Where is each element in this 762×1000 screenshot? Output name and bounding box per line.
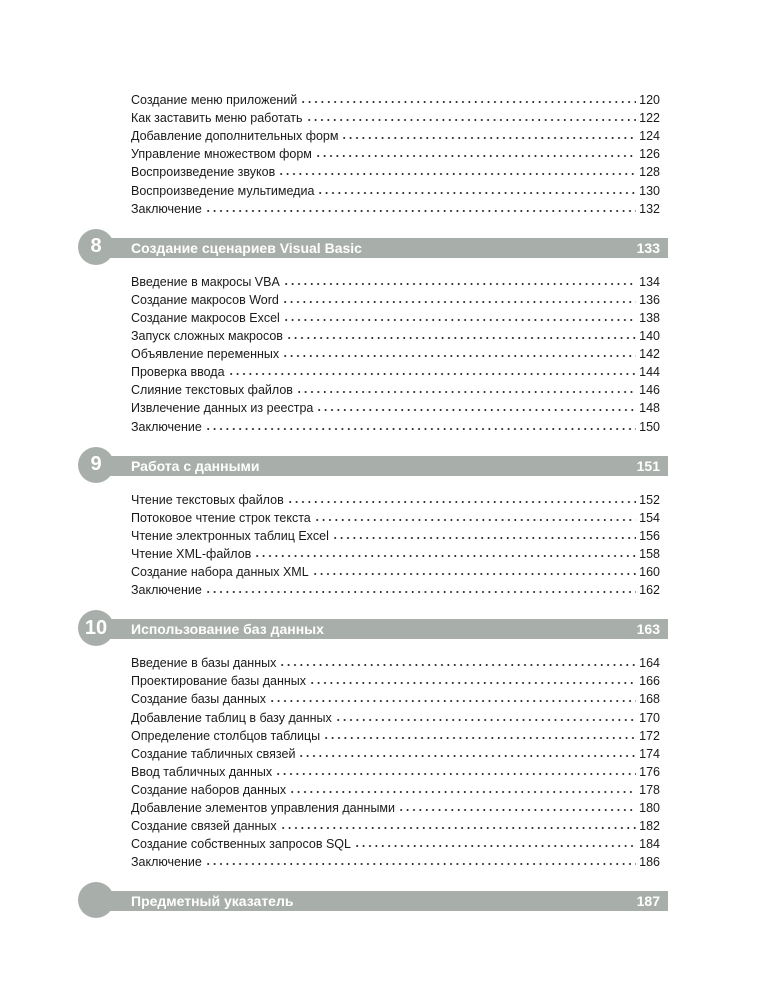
dot-leader bbox=[317, 187, 636, 195]
toc-entry bbox=[131, 309, 660, 327]
toc-entry-page: 178 bbox=[639, 782, 660, 797]
toc-entry-title: Чтение текстовых файлов bbox=[131, 492, 284, 507]
chapter-title: Работа с данными bbox=[131, 457, 260, 474]
toc-entry-page: 128 bbox=[639, 165, 660, 180]
dot-leader bbox=[312, 568, 636, 576]
toc-entry-title: Извлечение данных из реестра bbox=[131, 401, 314, 416]
toc-entry-title: Добавление таблиц в базу данных bbox=[131, 710, 332, 725]
dot-leader bbox=[335, 714, 636, 722]
toc-entry bbox=[131, 509, 660, 527]
toc-entry bbox=[131, 345, 660, 363]
chapter-title: Создание сценариев Visual Basic bbox=[131, 239, 362, 256]
dot-leader bbox=[298, 750, 636, 758]
toc-entry bbox=[131, 835, 660, 853]
toc-entry-page: 174 bbox=[639, 746, 660, 761]
chapter-number-badge bbox=[78, 882, 114, 918]
toc-entry bbox=[131, 127, 660, 145]
toc-entry-page: 132 bbox=[639, 201, 660, 216]
toc-entry-title: Воспроизведение мультимедиа bbox=[131, 183, 315, 198]
toc-entry-page: 126 bbox=[639, 147, 660, 162]
toc-entry-title: Заключение bbox=[131, 583, 202, 598]
toc-entry-page: 134 bbox=[639, 274, 660, 289]
toc-entry-page: 136 bbox=[639, 292, 660, 307]
toc-entry bbox=[131, 145, 660, 163]
toc-entry-title: Управление множеством форм bbox=[131, 147, 312, 162]
toc-entry bbox=[131, 853, 660, 871]
toc-entry bbox=[131, 799, 660, 817]
toc-entry-page: 140 bbox=[639, 329, 660, 343]
dot-leader bbox=[205, 205, 636, 213]
toc-entry-title: Проектирование базы данных bbox=[131, 674, 306, 689]
toc-entry-page: 158 bbox=[639, 546, 660, 561]
chapter-heading bbox=[78, 447, 668, 483]
toc-entry-title: Заключение bbox=[131, 201, 202, 216]
toc-entry-title: Создание набора данных XML bbox=[131, 565, 309, 579]
toc-entry bbox=[131, 363, 660, 381]
toc-entry-title: Чтение XML-файлов bbox=[131, 546, 252, 561]
toc-entry-page: 168 bbox=[639, 692, 660, 707]
chapter-heading bbox=[78, 610, 668, 646]
toc-entry bbox=[131, 727, 660, 745]
toc-entry-title: Создание табличных связей bbox=[131, 746, 296, 761]
dot-leader bbox=[228, 368, 637, 376]
dot-leader bbox=[306, 114, 637, 122]
dot-leader bbox=[279, 659, 636, 667]
toc-entry bbox=[131, 399, 660, 417]
toc-entry-title: Как заставить меню работать bbox=[131, 111, 303, 126]
toc-entry-title: Создание меню приложений bbox=[131, 93, 298, 107]
toc-entry-page: 176 bbox=[639, 764, 660, 779]
dot-leader bbox=[332, 532, 636, 540]
chapter-title: Использование баз данных bbox=[131, 621, 324, 638]
toc-entry bbox=[131, 817, 660, 835]
toc-entry-page: 162 bbox=[639, 583, 660, 598]
toc-entry bbox=[131, 672, 660, 690]
chapter-heading bbox=[78, 882, 668, 918]
chapter-page-number: 133 bbox=[636, 239, 660, 256]
toc-entry bbox=[131, 545, 660, 563]
toc-entry-title: Создание макросов Excel bbox=[131, 310, 280, 325]
toc-entry-page: 166 bbox=[639, 674, 660, 689]
toc-entry-title: Ввод табличных данных bbox=[131, 764, 273, 779]
chapter-heading bbox=[78, 229, 668, 265]
toc-entry bbox=[131, 327, 660, 345]
toc-entry-title: Чтение электронных таблиц Excel bbox=[131, 528, 329, 543]
toc-entry-title: Заключение bbox=[131, 855, 202, 870]
toc-entry-title: Объявление переменных bbox=[131, 347, 280, 362]
toc-entry-title: Слияние текстовых файлов bbox=[131, 383, 293, 398]
dot-leader bbox=[205, 586, 636, 594]
dot-leader bbox=[286, 332, 636, 340]
toc-entry bbox=[131, 690, 660, 708]
dot-leader bbox=[309, 677, 636, 685]
toc-entry-title: Создание связей данных bbox=[131, 819, 277, 834]
toc-entry-page: 154 bbox=[639, 510, 660, 525]
dot-leader bbox=[289, 786, 636, 794]
toc-entry-page: 164 bbox=[639, 656, 660, 671]
toc-entry-page: 124 bbox=[639, 129, 660, 144]
toc-entry-title: Добавление элементов управления данными bbox=[131, 801, 396, 815]
toc-entry bbox=[131, 491, 660, 509]
toc-entry-page: 148 bbox=[639, 401, 660, 416]
toc-entry-page: 150 bbox=[639, 419, 660, 434]
toc-entry bbox=[131, 563, 660, 581]
dot-leader bbox=[315, 150, 636, 158]
toc-entry bbox=[131, 182, 660, 200]
toc-entry bbox=[131, 581, 660, 599]
dot-leader bbox=[205, 423, 636, 431]
dot-leader bbox=[354, 840, 636, 848]
toc-entry-title: Создание наборов данных bbox=[131, 782, 287, 797]
toc-entry-title: Введение в макросы VBA bbox=[131, 274, 280, 289]
toc-entry bbox=[131, 381, 660, 399]
toc-entry bbox=[131, 163, 660, 181]
toc-entry-title: Введение в базы данных bbox=[131, 656, 277, 671]
toc-entry-title: Воспроизведение звуков bbox=[131, 165, 276, 180]
dot-leader bbox=[205, 858, 636, 866]
toc-entry bbox=[131, 781, 660, 799]
toc-entry-page: 152 bbox=[639, 492, 660, 507]
toc-entry-title: Проверка ввода bbox=[131, 365, 225, 380]
chapter-number-badge: 9 bbox=[78, 447, 114, 483]
dot-leader bbox=[269, 695, 636, 703]
toc-entry-page: 182 bbox=[639, 819, 660, 834]
toc-entry-page: 146 bbox=[639, 383, 660, 398]
dot-leader bbox=[398, 804, 636, 812]
dot-leader bbox=[278, 168, 636, 176]
toc-entry-page: 142 bbox=[639, 347, 660, 362]
toc-entry-page: 138 bbox=[639, 310, 660, 325]
dot-leader bbox=[296, 386, 636, 394]
dot-leader bbox=[275, 768, 636, 776]
dot-leader bbox=[287, 496, 636, 504]
dot-leader bbox=[341, 132, 636, 140]
toc-entry bbox=[131, 709, 660, 727]
chapter-number-badge: 10 bbox=[78, 610, 114, 646]
toc-entry-title: Создание макросов Word bbox=[131, 292, 279, 307]
toc-entry-page: 156 bbox=[639, 528, 660, 543]
toc-entry bbox=[131, 273, 660, 291]
toc-entry-title: Создание базы данных bbox=[131, 692, 267, 707]
dot-leader bbox=[282, 350, 636, 358]
toc-entry bbox=[131, 527, 660, 545]
toc-entry-title: Запуск сложных макросов bbox=[131, 329, 283, 343]
toc-entry-page: 120 bbox=[639, 93, 660, 107]
dot-leader bbox=[323, 732, 636, 740]
toc-entry-page: 172 bbox=[639, 728, 660, 743]
toc-entry bbox=[131, 745, 660, 763]
toc-entry bbox=[131, 654, 660, 672]
toc-entry-title: Создание собственных запросов SQL bbox=[131, 837, 351, 852]
toc-entry bbox=[131, 200, 660, 218]
toc-entry-page: 122 bbox=[639, 111, 660, 126]
toc-entry bbox=[131, 763, 660, 781]
dot-leader bbox=[314, 514, 636, 522]
toc-entry-title: Добавление дополнительных форм bbox=[131, 129, 339, 144]
chapter-page-number: 163 bbox=[636, 621, 660, 638]
toc-entry bbox=[131, 418, 660, 436]
toc-entry-page: 180 bbox=[639, 801, 660, 815]
chapter-title: Предметный указатель bbox=[131, 893, 294, 910]
toc-entry-title: Заключение bbox=[131, 419, 202, 434]
toc-entry-page: 184 bbox=[639, 837, 660, 852]
dot-leader bbox=[280, 822, 636, 830]
dot-leader bbox=[283, 278, 636, 286]
toc-entry-title: Определение столбцов таблицы bbox=[131, 728, 321, 743]
dot-leader bbox=[254, 550, 636, 558]
chapter-number-badge: 8 bbox=[78, 229, 114, 265]
dot-leader bbox=[282, 296, 636, 304]
toc-entry bbox=[131, 109, 660, 127]
chapter-page-number: 151 bbox=[636, 457, 660, 474]
toc-entry bbox=[131, 91, 660, 109]
dot-leader bbox=[283, 314, 636, 322]
toc-entry-page: 144 bbox=[639, 365, 660, 380]
toc-entry bbox=[131, 291, 660, 309]
dot-leader bbox=[316, 404, 636, 412]
toc-entry-page: 186 bbox=[639, 855, 660, 870]
toc-entry-page: 170 bbox=[639, 710, 660, 725]
dot-leader bbox=[300, 96, 636, 104]
chapter-page-number: 187 bbox=[636, 893, 660, 910]
toc-entry-title: Потоковое чтение строк текста bbox=[131, 510, 311, 525]
toc-entry-page: 130 bbox=[639, 183, 660, 198]
toc-entry-page: 160 bbox=[639, 565, 660, 579]
